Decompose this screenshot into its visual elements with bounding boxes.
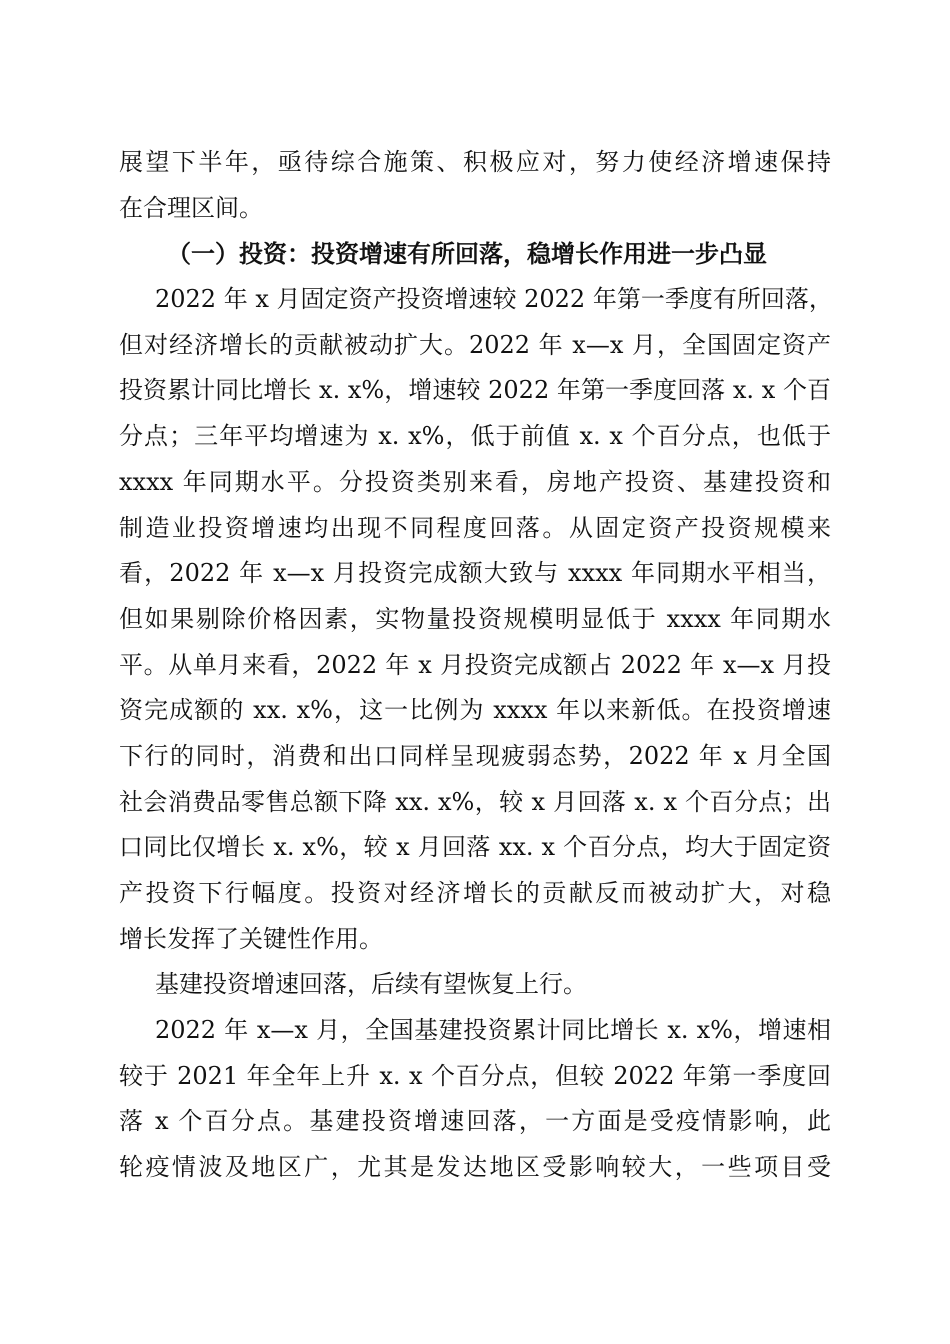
text-line: 资完成额的 xx. x%，这一比例为 xxxx 年以来新低。在投资增速 xyxy=(119,696,831,725)
text-line: 口同比仅增长 x. x%，较 x 月回落 xx. x 个百分点，均大于固定资 xyxy=(119,833,831,862)
text-line: 增长发挥了关键性作用。 xyxy=(119,924,383,953)
text-line: 但如果剔除价格因素，实物量投资规模明显低于 xxxx 年同期水 xyxy=(119,604,831,633)
text-line: 看，2022 年 x—x 月投资完成额大致与 xxxx 年同期水平相当， xyxy=(119,559,831,588)
text-line: 投资累计同比增长 x. x%，增速较 2022 年第一季度回落 x. x 个百 xyxy=(119,376,831,405)
text-line: 落 x 个百分点。基建投资增速回落，一方面是受疫情影响，此 xyxy=(119,1107,831,1136)
text-line: 下行的同时，消费和出口同样呈现疲弱态势，2022 年 x 月全国 xyxy=(119,741,831,770)
section-heading: （一）投资：投资增速有所回落，稳增长作用进一步凸显 xyxy=(167,239,767,269)
text-line: 产投资下行幅度。投资对经济增长的贡献反而被动扩大，对稳 xyxy=(119,879,831,907)
text-line: 但对经济增长的贡献被动扩大。2022 年 x—x 月，全国固定资产 xyxy=(119,330,831,359)
text-line: 轮疫情波及地区广，尤其是发达地区受影响较大，一些项目受 xyxy=(119,1153,831,1182)
text-line: 社会消费品零售总额下降 xx. x%，较 x 月回落 x. x 个百分点；出 xyxy=(119,787,831,816)
text-line: xxxx 年同期水平。分投资类别来看，房地产投资、基建投资和 xyxy=(119,467,831,496)
body-text xyxy=(119,140,831,1191)
text-line: 2022 年 x—x 月，全国基建投资累计同比增长 x. x%，增速相 xyxy=(155,1016,831,1045)
text-line: 2022 年 x 月固定资产投资增速较 2022 年第一季度有所回落， xyxy=(155,285,833,314)
text-line: 制造业投资增速均出现不同程度回落。从固定资产投资规模来 xyxy=(119,513,831,542)
text-line: 展望下半年，亟待综合施策、积极应对，努力使经济增速保持 xyxy=(119,148,831,176)
text-line: 在合理区间。 xyxy=(119,193,263,222)
subheading-line: 基建投资增速回落，后续有望恢复上行。 xyxy=(155,970,587,999)
text-line: 分点；三年平均增速为 x. x%，低于前值 x. x 个百分点，也低于 xyxy=(119,422,831,451)
text-line: 较于 2021 年全年上升 x. x 个百分点，但较 2022 年第一季度回 xyxy=(119,1061,831,1090)
text-line: 平。从单月来看，2022 年 x 月投资完成额占 2022 年 x—x 月投 xyxy=(119,650,831,679)
